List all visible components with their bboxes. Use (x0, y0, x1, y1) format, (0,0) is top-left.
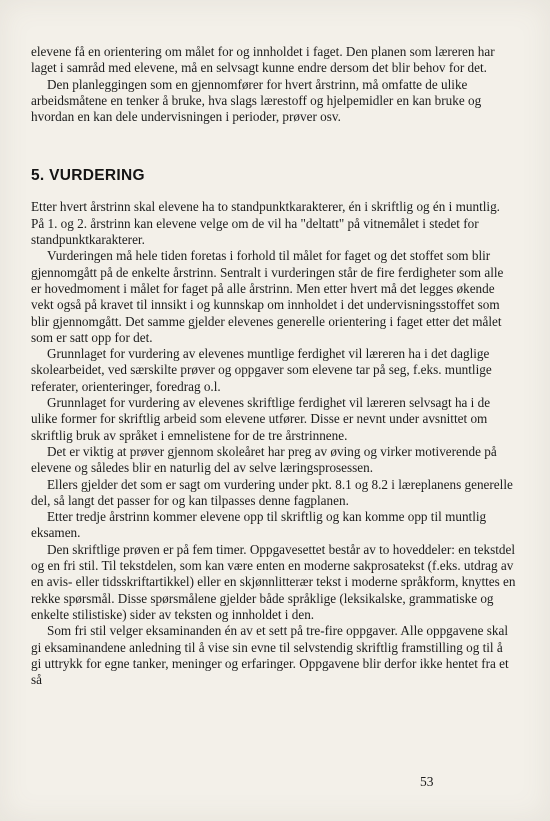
intro-text (31, 44, 516, 125)
paragraph: Den planleggingen som en gjennomfører for hvert årstrinn, må omfatte de ulike arbeidsmåtene en tenker å bruke, hva slags lærestoff og hjelpemidler en kan bruke og hvordan en kan dele undervisningen i perioder, prøver osv. (31, 76, 482, 125)
paragraph: Grunnlaget for vurdering av elevenes muntlige ferdighet vil læreren ha i det daglige skolearbeidet, ved særskilte prøver og oppgaver som elevene tar på seg, f.eks. muntlige referater, orienteringer, foredrag o.l. (31, 346, 492, 394)
section-body (31, 199, 516, 688)
paragraph: Det er viktig at prøver gjennom skoleåret har preg av øving og virker motiverende på elevene og således blir en naturlig del av selve læringsprosessen. (31, 443, 497, 476)
paragraph: Grunnlaget for vurdering av elevenes skriftlige ferdighet vil læreren selvsagt ha i de ulike former for skriftlig arbeid som elevene utfører. Disse er nevnt under avsnittet om skriftlig bruk av språket i emnelistene for de tre årstrinnene. (31, 395, 491, 443)
section-heading: 5. VURDERING (31, 167, 145, 185)
page-number: 53 (420, 774, 434, 789)
paragraph: Den skriftlige prøven er på fem timer. Oppgavesettet består av to hoveddeler: en tekstdel og en fri stil. Til tekstdelen, som kan være enten en moderne sakprosatekst (f.eks. utdrag av en avis- eller tidsskriftartikkel) eller en skjønnlitterær tekst i moderne språkform, knyttes en rekke spørsmål. Disse spørsmålene gjelder både språklige (leksikalske, grammatiske og enkelte stilistiske) sider av teksten og innholdet i den. (31, 541, 516, 622)
paragraph: Etter hvert årstrinn skal elevene ha to standpunktkarakterer, én i skriftlig og én i muntlig. På 1. og 2. årstrinn kan elevene velge om de vil ha "deltatt" på vitnemålet i stedet for standpunktkarakterer. (31, 199, 500, 248)
paragraph: Etter tredje årstrinn kommer elevene opp til skriftlig og kan komme opp til muntlig eksamen. (31, 509, 487, 541)
paragraph: Vurderingen må hele tiden foretas i forhold til målet for faget og det stoffet som blir gjennomgått på de enkelte årstrinn. Sentralt i vurderingen står de fire ferdigheter som alle er hovedmoment i målet for faget på alle årstrinn. Men etter hvert må det legges økende vekt også på kravet til innsikt i og kunnskap om innholdet i det undervisningsstoffet som blir gjennomgått. Det samme gjelder elevenes generelle orientering i faget etter det målet som er satt opp for det. (31, 248, 504, 345)
paragraph: Ellers gjelder det som er sagt om vurdering under pkt. 8.1 og 8.2 i læreplanens generelle del, så langt det passer for og kan tilpasses denne fagplanen. (31, 476, 513, 508)
paragraph: elevene få en orientering om målet for og innholdet i faget. Den planen som læreren har laget i samråd med elevene, må en selvsagt kunne endre dersom det blir behov for det. (31, 44, 495, 76)
paragraph: Som fri stil velger eksaminanden én av et sett på tre-fire oppgaver. Alle oppgavene skal gi eksaminandene anledning til å vise sin evne til selvstendig skriftlig framstilling og til å gi uttrykk for egne tanker, meninger og erfaringer. Oppgavene blir derfor ikke hentet fra et så (31, 623, 509, 688)
